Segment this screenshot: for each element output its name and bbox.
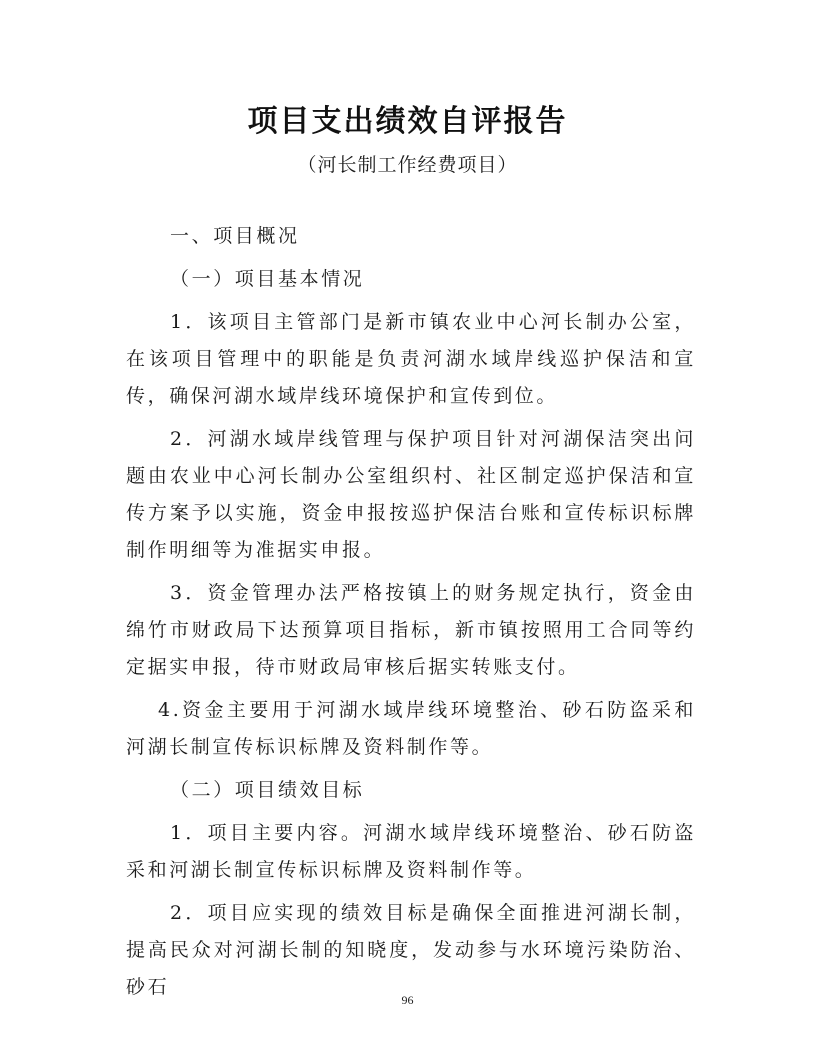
paragraph-3: 3．资金管理办法严格按镇上的财务规定执行，资金由绵竹市财政局下达预算项目指标，新市镇按照用工合同等约定据实申报，待市财政局审核后据实转账支付。 — [126, 582, 696, 678]
paragraph-6: 2．项目应实现的绩效目标是确保全面推进河湖长制，提高民众对河湖长制的知晓度，发动参与水环境污染防治、砂石 — [126, 902, 696, 998]
paragraph-4: 4.资金主要用于河湖水域岸线环境整治、砂石防盗采和河湖长制宣传标识标牌及资料制作等。 — [126, 699, 696, 758]
document-title: 项目支出绩效自评报告 — [247, 104, 568, 139]
page-number: 96 — [401, 993, 414, 1007]
document-subtitle: （河长制工作经费项目） — [297, 154, 518, 176]
paragraph-2: 2．河湖水域岸线管理与保护项目针对河湖保洁突出问题由农业中心河长制办公室组织村、社区制定巡护保洁和宣传方案予以实施，资金申报按巡护保洁台账和宣传标识标牌制作明细等为准据实申报。 — [126, 428, 696, 561]
paragraph-5: 1．项目主要内容。河湖水域岸线环境整治、砂石防盗采和河湖长制宣传标识标牌及资料制作等。 — [126, 822, 696, 881]
subsection-heading-basic-info: （一）项目基本情况 — [170, 268, 365, 290]
subsection-heading-performance-goals: （二）项目绩效目标 — [170, 779, 365, 801]
section-heading-project-overview: 一、项目概况 — [170, 225, 300, 247]
paragraph-1: 1．该项目主管部门是新市镇农业中心河长制办公室，在该项目管理中的职能是负责河湖水域岸线巡护保洁和宣传，确保河湖水域岸线环境保护和宣传到位。 — [126, 311, 696, 407]
document-body — [126, 218, 696, 1012]
